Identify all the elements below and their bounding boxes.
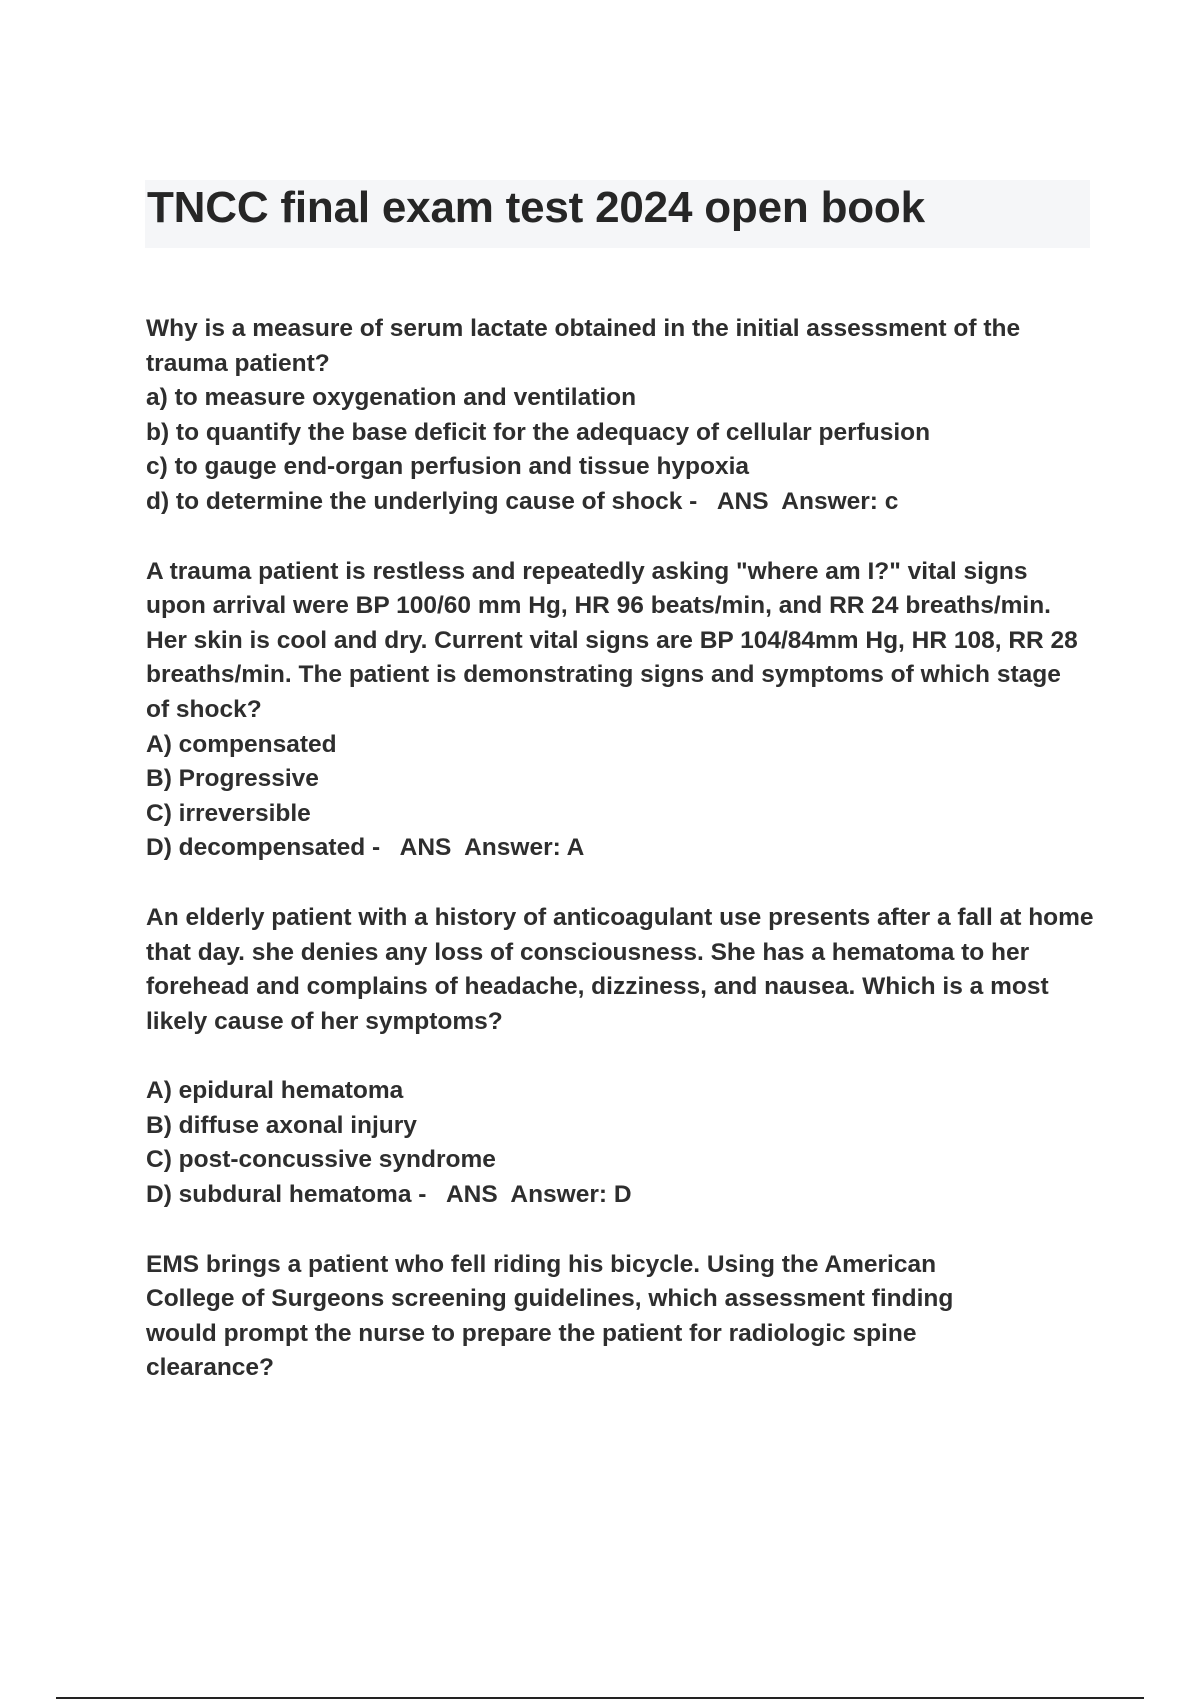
question-3 [146, 901, 1096, 1213]
question-stem: EMS brings a patient who fell riding his bicycle. Using the American College of Surgeons screening guidelines, which assessment finding would prompt the nurse to prepare the patient for radiologic spine clearance? [146, 1250, 954, 1382]
answer-key [426, 1181, 631, 1208]
question-2 [146, 555, 1096, 866]
answer-option: A) epidural hematoma [146, 1077, 404, 1105]
answer-option: B) diffuse axonal injury [146, 1111, 417, 1139]
answer-option: c) to gauge end-organ perfusion and tissue hypoxia [146, 453, 750, 481]
answer-option: B) Progressive [146, 765, 319, 793]
answer-key-text: ANS Answer: c [716, 487, 899, 515]
title-banner [145, 180, 1090, 248]
answer-option: A) compensated [146, 730, 337, 758]
answer-option-text: D) decompensated - [146, 834, 381, 862]
question-4 [146, 1248, 1096, 1386]
answer-option-last [146, 1178, 1096, 1213]
page-title: TNCC final exam test 2024 open book [147, 183, 925, 232]
questions-body [146, 312, 1096, 1386]
question-stem: Why is a measure of serum lactate obtained in the initial assessment of the trauma patient? [146, 315, 1021, 377]
question-stem: A trauma patient is restless and repeatedly asking "where am I?" vital signs upon arrival were BP 100/60 mm Hg, HR 96 beats/min, and RR 24 breaths/min. Her skin is cool and dry. Current vital signs are BP 104/84mm Hg, HR 108, RR 28 breaths/min. The patient is demonstrating signs and symptoms of which stage of shock? [146, 557, 1078, 723]
answer-key-text: ANS Answer: D [445, 1181, 632, 1209]
answer-option-last [146, 831, 1096, 866]
answer-option: C) post-concussive syndrome [146, 1146, 496, 1174]
footer-divider [56, 1697, 1144, 1699]
answer-option-text: D) subdural hematoma - [146, 1181, 427, 1209]
answer-option: C) irreversible [146, 799, 311, 827]
answer-option: a) to measure oxygenation and ventilation [146, 384, 637, 412]
answer-option: b) to quantify the base deficit for the adequacy of cellular perfusion [146, 418, 931, 446]
question-1 [146, 312, 1096, 520]
answer-key-text: ANS Answer: A [399, 834, 585, 862]
question-stem: An elderly patient with a history of anticoagulant use presents after a fall at home that day. she denies any loss of consciousness. She has a hematoma to her forehead and complains of headache, dizziness, and nausea. Which is a most likely cause of her symptoms? [146, 903, 1094, 1035]
answer-key [380, 834, 584, 861]
answer-option-last [146, 485, 1096, 520]
answer-key [697, 488, 898, 515]
answer-option-text: d) to determine the underlying cause of shock - [146, 487, 698, 515]
